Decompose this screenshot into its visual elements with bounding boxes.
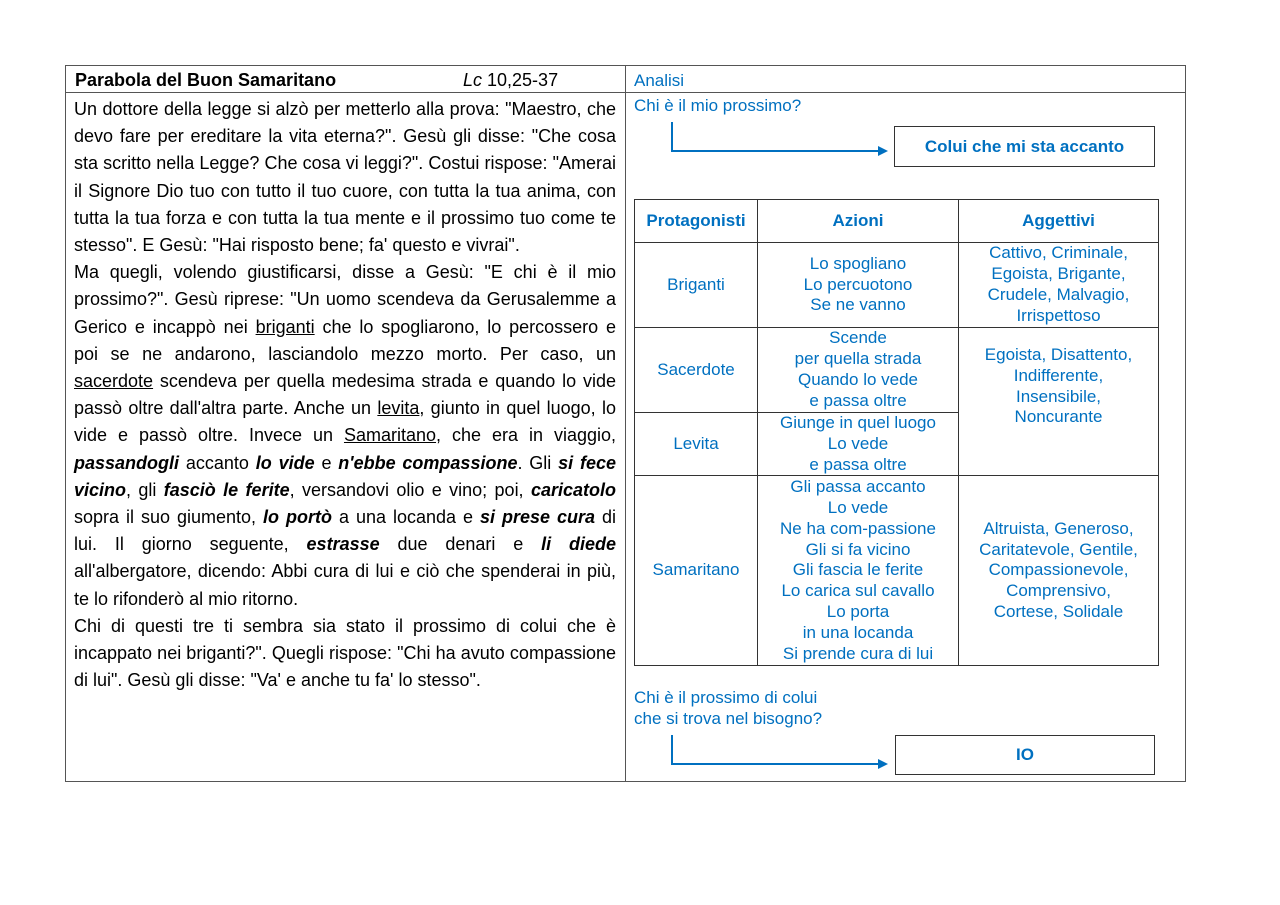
emphasized-verb: passandogli <box>74 452 180 473</box>
arrow-right-icon <box>670 735 890 769</box>
emphasized-verb: lo vide <box>255 452 315 473</box>
cell-line: e passa oltre <box>809 390 907 410</box>
cell-line: Lo vede <box>827 498 889 518</box>
cell-line: Irrispettoso <box>1016 305 1101 325</box>
cell-line: Giunge in quel luogo <box>780 413 936 432</box>
text-run: due denari e <box>379 534 542 555</box>
cell-line: Egoista, Brigante, <box>991 264 1126 284</box>
cell-line: Gli si fa vicino <box>805 539 911 559</box>
underlined-term: levita <box>377 398 420 419</box>
cell-line: per quella strada <box>794 349 922 369</box>
cell-line: Gli passa accanto <box>790 477 926 497</box>
table-header-row <box>635 200 1159 243</box>
cell-line: in una locanda <box>802 622 914 642</box>
cell-line: Lo spogliano <box>809 253 907 273</box>
text-run: scendeva per quella medesima strada e quando lo vide passò oltre dall'altra parte. Anche un <box>74 371 616 419</box>
text-run: Un dottore della legge si alzò per metterlo alla prova: "Maestro, che devo fare per ereditare la vita eterna?". Gesù gli disse: "Che cosa sta scritto nella Legge? Che cosa vi leggi?". Costui rispose: "Amerai il Signore Dio tuo con tutto il tuo cuore, con tutta la tua anima, con tutta la tua forza e con tutta la tua mente e il prossimo tuo come te stesso". E Gesù: "Hai risposto bene; fa' questo e vivrai". <box>74 99 616 256</box>
cell-line: Cattivo, Criminale, <box>989 243 1128 263</box>
paragraph-2 <box>74 259 616 613</box>
cell-line: e passa oltre <box>809 454 907 474</box>
question-neighbor-in-need: Chi è il prossimo di colui che si trova nel bisogno? <box>634 688 823 728</box>
table-row <box>635 243 1159 328</box>
protagonist-cell: Levita <box>635 413 758 476</box>
cell-line: Noncurante <box>1014 407 1103 427</box>
protagonist-cell: Briganti <box>635 243 758 328</box>
emphasized-verb: fasciò le ferite <box>163 479 290 500</box>
text-run: che lo spogliarono, lo percossero e poi se ne andarono, lasciandolo mezzo morto. Per caso, un <box>74 316 616 364</box>
answer-box-2: IO <box>895 735 1155 775</box>
emphasized-verb: caricatolo <box>530 479 616 500</box>
header-divider <box>65 92 1186 93</box>
table-row <box>635 476 1159 666</box>
text-run: accanto <box>179 452 256 473</box>
answer-box-1: Colui che mi sta accanto <box>894 126 1155 167</box>
paragraph-3 <box>74 613 616 695</box>
cell-line: Insensibile, <box>1015 386 1102 406</box>
cell-line: Lo carica sul cavallo <box>781 581 935 601</box>
paragraph-1 <box>74 96 616 259</box>
emphasized-verb: estrasse <box>306 534 380 555</box>
cell-line: Crudele, Malvagio, <box>987 285 1130 304</box>
parable-text <box>74 96 616 694</box>
cell-line: Si prende cura di lui <box>782 643 934 663</box>
arrow-right-icon <box>670 122 890 156</box>
protagonists-table <box>634 199 1159 666</box>
protagonist-cell: Sacerdote <box>635 328 758 413</box>
underlined-term: briganti <box>255 316 315 337</box>
underlined-term: sacerdote <box>74 371 154 392</box>
text-run: Chi di questi tre ti sembra sia stato il prossimo di colui che è incappato nei briganti?". Quegli rispose: "Chi ha avuto compassione di lui". Gesù gli disse: "Va' e anche tu fa' lo stesso". <box>74 615 616 691</box>
adjectives-cell <box>959 476 1159 666</box>
cell-line: Lo vede <box>827 433 889 453</box>
header-azioni: Azioni <box>758 200 959 243</box>
text-run: . Gli <box>517 452 559 473</box>
emphasized-verb: li diede <box>541 534 616 555</box>
column-divider <box>625 65 626 782</box>
cell-line: Comprensivo, <box>1006 581 1111 601</box>
cell-line: Lo percuotono <box>803 274 913 294</box>
text-run: sopra il suo giumento, <box>74 507 264 528</box>
cell-line: Quando lo vede <box>797 370 919 389</box>
actions-cell <box>758 243 959 328</box>
analysis-header: Analisi <box>634 71 685 90</box>
actions-cell <box>758 328 959 413</box>
cell-line: Se ne vanno <box>810 295 906 315</box>
header-aggettivi: Aggettivi <box>959 200 1159 243</box>
text-run: Ma quegli, volendo giustificarsi, disse a Gesù: "E chi è il mio prossimo?". Gesù riprese: "Un uomo scendeva da Gerusalemme a Gerico e incappò nei <box>74 262 616 337</box>
text-run: e <box>314 452 339 473</box>
text-run: di lui. Il giorno seguente, <box>74 507 617 555</box>
adjectives-cell <box>959 243 1159 328</box>
underlined-term: Samaritano <box>343 425 437 446</box>
text-run: , versandovi olio e vino; poi, <box>289 479 531 500</box>
actions-cell <box>758 413 959 476</box>
cell-line: Lo porta <box>826 602 890 622</box>
parable-title: Parabola del Buon Samaritano <box>75 70 337 90</box>
protagonist-cell: Samaritano <box>635 476 758 666</box>
question-who-is-my-neighbor: Chi è il mio prossimo? <box>634 96 802 115</box>
cell-line: Indifferente, <box>1013 365 1104 385</box>
text-run: a una locanda e <box>331 507 480 528</box>
header-protagonisti: Protagonisti <box>635 200 758 243</box>
emphasized-verb: n'ebbe compassione <box>338 452 518 473</box>
cell-line: Altruista, Generoso, <box>983 518 1134 538</box>
cell-line: Compassionevole, <box>988 560 1129 580</box>
text-run: , gli <box>126 479 164 500</box>
table-row <box>635 328 1159 413</box>
emphasized-verb: si fece vicino <box>74 452 617 500</box>
text-run: , che era in viaggio, <box>436 425 617 446</box>
cell-line: Scende <box>829 328 887 348</box>
cell-line: Caritatevole, Gentile, <box>979 539 1138 559</box>
cell-line: Cortese, Solidale <box>993 602 1124 622</box>
text-run: all'albergatore, dicendo: Abbi cura di lui e ciò che spenderai in più, te lo rifonderò al mio ritorno. <box>74 561 616 609</box>
adjectives-cell <box>959 328 1159 476</box>
emphasized-verb: lo portò <box>263 507 332 528</box>
actions-cell <box>758 476 959 666</box>
cell-line: Ne ha com-passione <box>780 518 936 538</box>
cell-line: Egoista, Disattento, <box>984 345 1133 365</box>
scripture-reference: Lc 10,25-37 <box>463 70 559 90</box>
emphasized-verb: si prese cura <box>479 507 596 528</box>
cell-line: Gli fascia le ferite <box>792 560 924 580</box>
text-run: , giunto in quel luogo, lo vide e passò oltre. Invece un <box>74 398 616 446</box>
